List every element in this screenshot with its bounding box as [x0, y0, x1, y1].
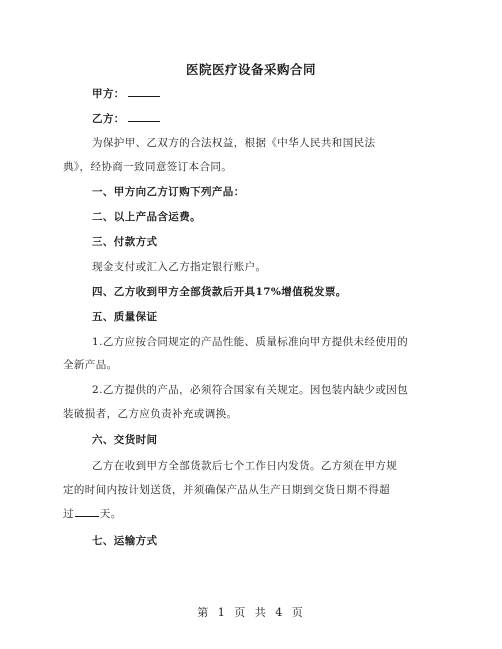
section-3-body: 现金支付或汇入乙方指定银行账户。 — [92, 261, 267, 273]
footer-suffix: 页 — [291, 606, 305, 619]
footer-page-number: 1 — [217, 606, 227, 619]
intro-line-2: 典》，经协商一致同意签订本合同。 — [63, 161, 233, 173]
party-a-blank — [128, 86, 160, 97]
section-6-line-3 — [63, 506, 122, 521]
footer-total-word: 共 — [254, 606, 268, 619]
footer-total-pages: 4 — [275, 606, 285, 619]
party-a-label: 甲方： — [92, 88, 125, 100]
section-5-item-2-line-1: 2.乙方提供的产品，必须符合国家有关规定。因包装内缺少或因包 — [92, 384, 409, 396]
section-5-item-1-line-1: 1.乙方应按合同规定的产品性能、质量标准向甲方提供未经使用的 — [92, 336, 409, 348]
days-blank — [75, 506, 99, 517]
section-7-heading: 七、运输方式 — [92, 535, 158, 547]
section-5-heading: 五、质量保证 — [92, 311, 158, 323]
intro-line-1: 为保护甲、乙双方的合法权益，根据《中华人民共和国民法 — [92, 137, 376, 149]
footer-prefix: 第 — [197, 606, 211, 619]
page-footer — [0, 604, 502, 620]
section-6-line-3-suffix: 天。 — [99, 508, 122, 520]
section-6-line-1: 乙方在收到甲方全部货款后七个工作日内发货。乙方须在甲方规 — [92, 460, 398, 472]
section-4-heading: 四、乙方收到甲方全部货款后开具17%增值税发票。 — [92, 286, 347, 298]
party-a-line — [92, 86, 160, 101]
footer-page-word: 页 — [234, 606, 248, 619]
party-b-line — [92, 111, 160, 126]
section-6-line-2: 定的时间内按计划送货，并须确保产品从生产日期到交货日期不得超 — [63, 484, 390, 496]
section-6-heading: 六、交货时间 — [92, 434, 158, 446]
section-1-heading: 一、甲方向乙方订购下列产品： — [92, 186, 245, 198]
party-b-blank — [128, 111, 160, 122]
section-2-heading: 二、以上产品含运费。 — [92, 211, 201, 223]
document-title: 医院医疗设备采购合同 — [185, 62, 316, 77]
section-3-heading: 三、付款方式 — [92, 236, 158, 248]
section-5-item-1-line-2: 全新产品。 — [63, 359, 118, 371]
section-5-item-2-line-2: 装破损者，乙方应负责补充或调换。 — [63, 408, 238, 420]
section-6-line-3-prefix: 过 — [63, 508, 74, 520]
party-b-label: 乙方： — [92, 113, 125, 125]
